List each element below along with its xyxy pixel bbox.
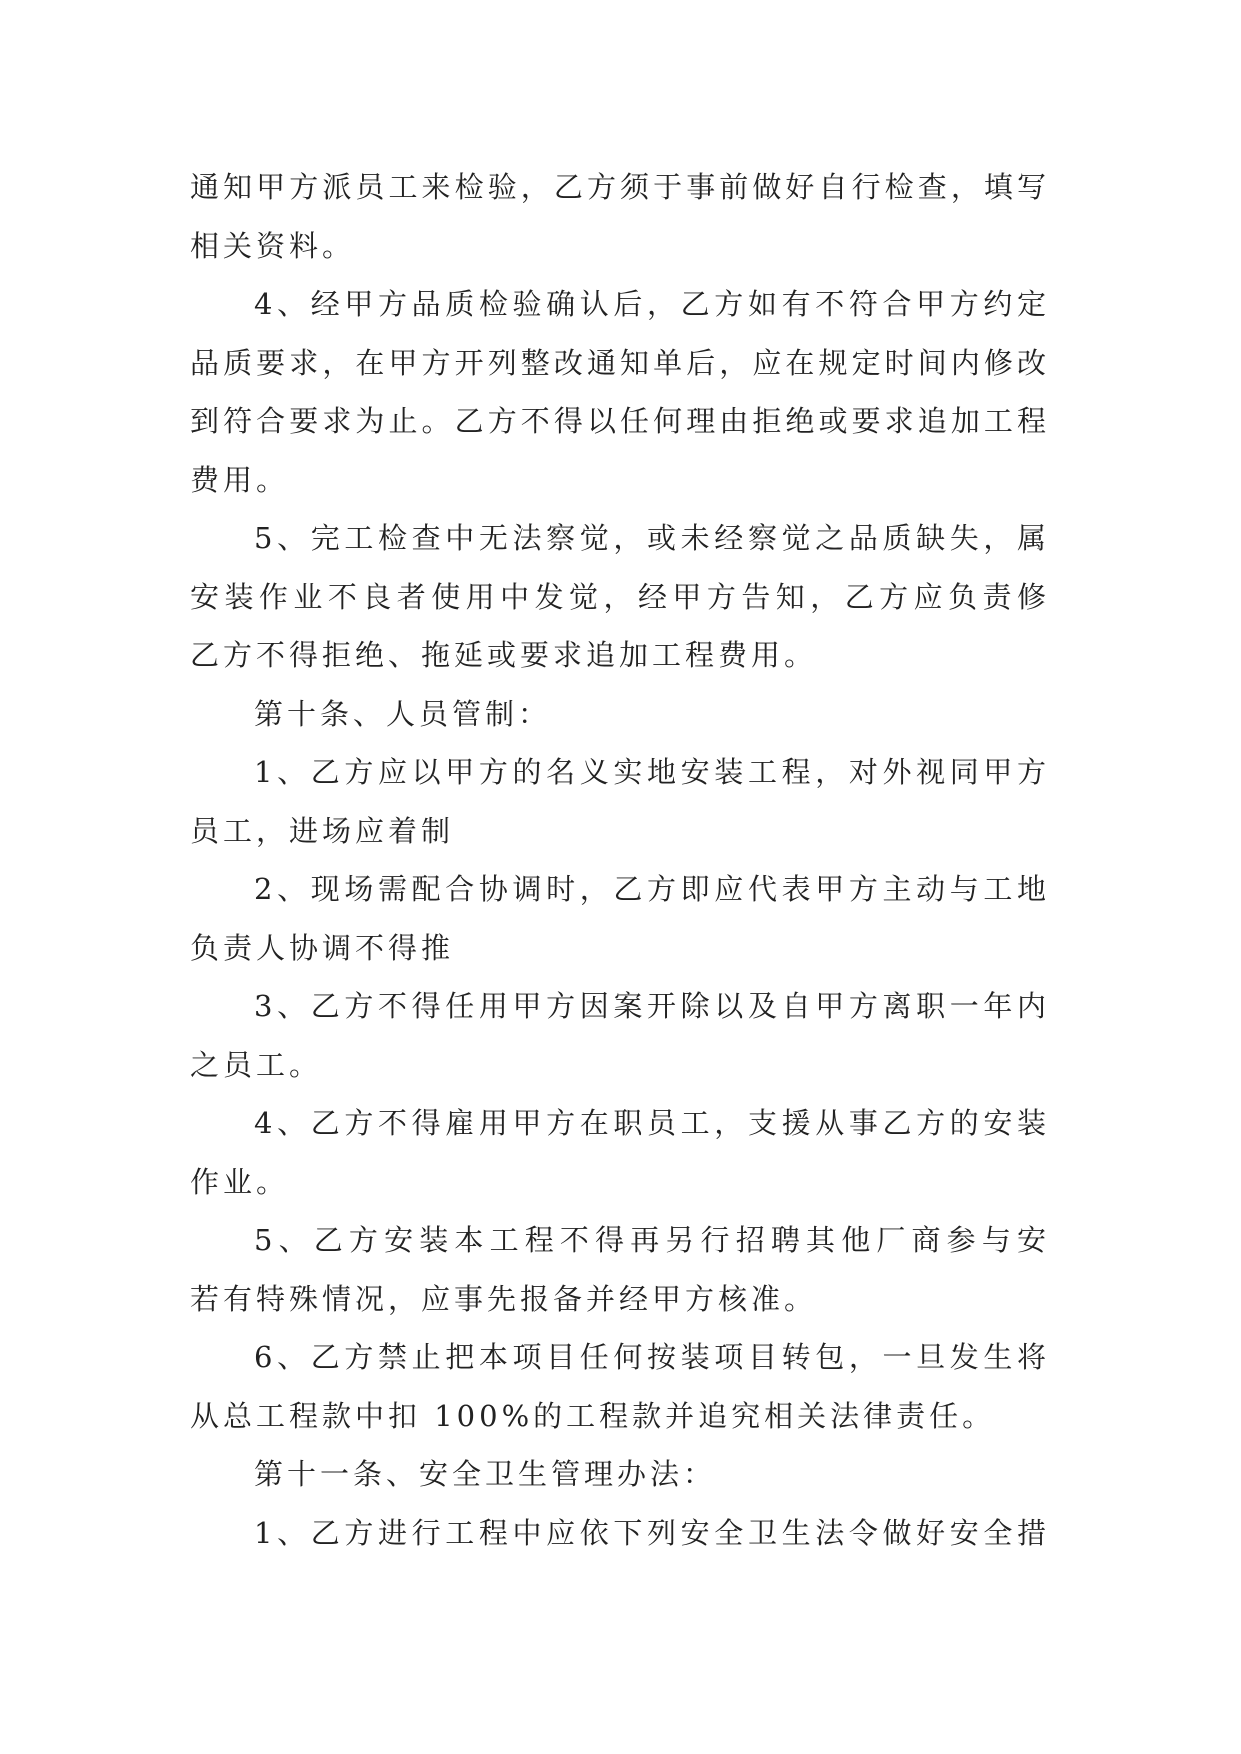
text-line: 2、现场需配合协调时，乙方即应代表甲方主动与工地 [254,872,1050,906]
text-line: 负责人协调不得推 [190,930,455,965]
text-line: 3、乙方不得任用甲方因案开除以及自甲方离职一年内 [254,989,1050,1023]
text-line: 安装作业不良者使用中发觉，经甲方告知，乙方应负责修 [190,579,1050,614]
text-line: 员工，进场应着制 [190,813,455,848]
text-line: 5、乙方安装本工程不得再另行招聘其他厂商参与安 [254,1223,1050,1257]
document-body [190,158,1050,1562]
section-heading: 第十条、人员管制： [254,696,552,731]
text-line: 之员工。 [190,1047,323,1082]
text-line: 5、完工检查中无法察觉，或未经察觉之品质缺失，属 [254,521,1050,555]
text-line: 从总工程款中扣 100%的工程款并追究相关法律责任。 [190,1398,996,1433]
text-line: 6、乙方禁止把本项目任何按装项目转包，一旦发生将 [254,1340,1050,1374]
text-line: 费用。 [190,462,290,497]
text-line: 作业。 [190,1164,290,1199]
text-line: 1、乙方进行工程中应依下列安全卫生法令做好安全措 [254,1515,1050,1550]
text-line: 1、乙方应以甲方的名义实地安装工程，对外视同甲方 [254,755,1050,789]
section-heading: 第十一条、安全卫生管理办法： [254,1457,717,1491]
text-line: 4、乙方不得雇用甲方在职员工，支援从事乙方的安装 [254,1106,1050,1140]
text-line: 品质要求，在甲方开列整改通知单后，应在规定时间内修改 [190,345,1050,380]
text-line: 相关资料。 [190,228,356,263]
text-line: 若有特殊情况，应事先报备并经甲方核准。 [190,1281,818,1316]
text-line: 4、经甲方品质检验确认后，乙方如有不符合甲方约定 [254,287,1050,321]
text-line: 到符合要求为止。乙方不得以任何理由拒绝或要求追加工程 [190,404,1050,438]
text-line: 通知甲方派员工来检验，乙方须于事前做好自行检查，填写 [190,170,1050,204]
text-line: 乙方不得拒绝、拖延或要求追加工程费用。 [190,638,818,672]
